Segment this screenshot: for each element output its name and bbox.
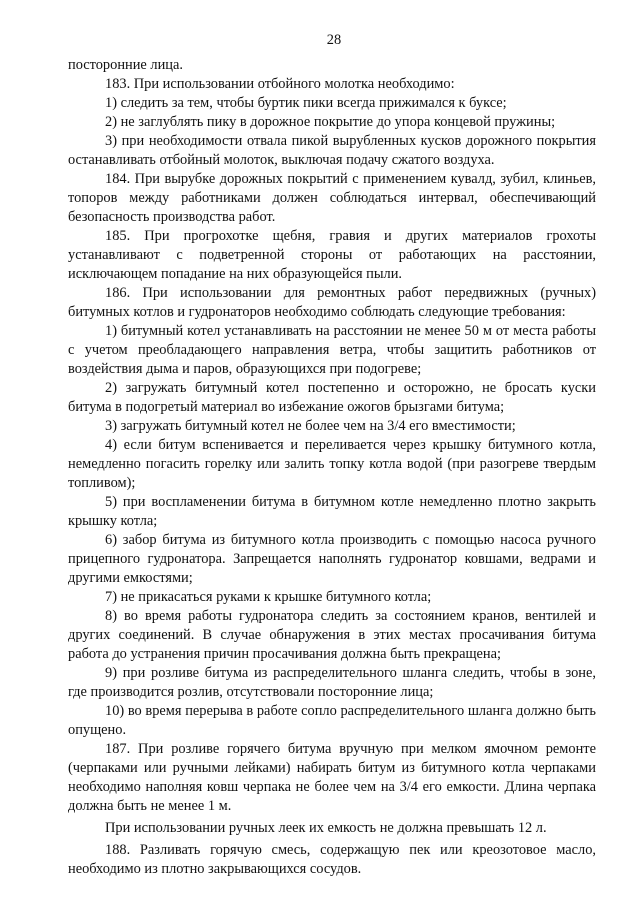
paragraph: 185. При прогрохотке щебня, гравия и других материалов грохоты устанавливают с подветренной стороны от работающих на расстоянии, исключающем попадание на них образующейся пыли.: [68, 228, 596, 282]
paragraph: 3) загружать битумный котел не более чем на 3/4 его вместимости;: [105, 418, 516, 434]
paragraph: 2) не заглублять пику в дорожное покрытие до упора концевой пружины;: [105, 114, 556, 130]
paragraph: 10) во время перерыва в работе сопло распределительного шланга должно быть опущено.: [68, 703, 596, 738]
paragraph: 4) если битум вспенивается и переливается через крышку битумного котла, немедленно погасить горелку или залить топку котла водой (при разогреве твердым топливом);: [68, 437, 596, 491]
paragraph: 7) не прикасаться руками к крышке битумного котла;: [105, 589, 432, 605]
document-body: [68, 56, 596, 879]
paragraph: 186. При использовании для ремонтных работ передвижных (ручных) битумных котлов и гудронаторов необходимо соблюдать следующие требования:: [68, 285, 596, 320]
paragraph: 188. Разливать горячую смесь, содержащую пек или креозотовое масло, необходимо из плотно закрывающихся сосудов.: [68, 842, 596, 877]
paragraph: 2) загружать битумный котел постепенно и осторожно, не бросать куски битума в подогретый материал во избежание ожогов брызгами битума;: [68, 380, 596, 415]
paragraph: 6) забор битума из битумного котла производить с помощью насоса ручного прицепного гудронатора. Запрещается наполнять гудронатор ковшами, ведрами и другими емкостями;: [68, 532, 596, 586]
page-number: 28: [326, 32, 342, 48]
paragraph: 1) битумный котел устанавливать на расстоянии не менее 50 м от места работы с учетом преобладающего направления ветра, чтобы защитить работников от воздействия дыма и паров, образующихся при подогреве;: [68, 323, 596, 377]
paragraph: 187. При розливе горячего битума вручную при мелком ямочном ремонте (черпаками или ручными лейками) набирать битум из битумного котла черпаками необходимо наполняя ковш черпака не более чем на 3/4 его емкости. Длина черпака должна быть не менее 1 м.: [68, 741, 596, 814]
paragraph: 184. При вырубке дорожных покрытий с применением кувалд, зубил, клиньев, топоров между работниками должен соблюдаться интервал, обеспечивающий безопасность производства работ.: [68, 171, 596, 225]
paragraph: 3) при необходимости отвала пикой вырубленных кусков дорожного покрытия останавливать отбойный молоток, выключая подачу сжатого воздуха.: [68, 133, 596, 168]
paragraph: 8) во время работы гудронатора следить за состоянием кранов, вентилей и других соединений. В случае обнаружения в этих местах просачивания битума работа до устранения причин просачивания должна быть прекращена;: [68, 608, 596, 662]
paragraph: 9) при розливе битума из распределительного шланга следить, чтобы в зоне, где производится розлив, отсутствовали посторонние лица;: [68, 665, 596, 700]
paragraph: 1) следить за тем, чтобы буртик пики всегда прижимался к буксе;: [105, 95, 507, 111]
paragraph: При использовании ручных леек их емкость не должна превышать 12 л.: [105, 820, 547, 836]
paragraph: посторонние лица.: [68, 57, 183, 73]
paragraph: 5) при воспламенении битума в битумном котле немедленно плотно закрыть крышку котла;: [68, 494, 596, 529]
paragraph: 183. При использовании отбойного молотка необходимо:: [105, 76, 455, 92]
